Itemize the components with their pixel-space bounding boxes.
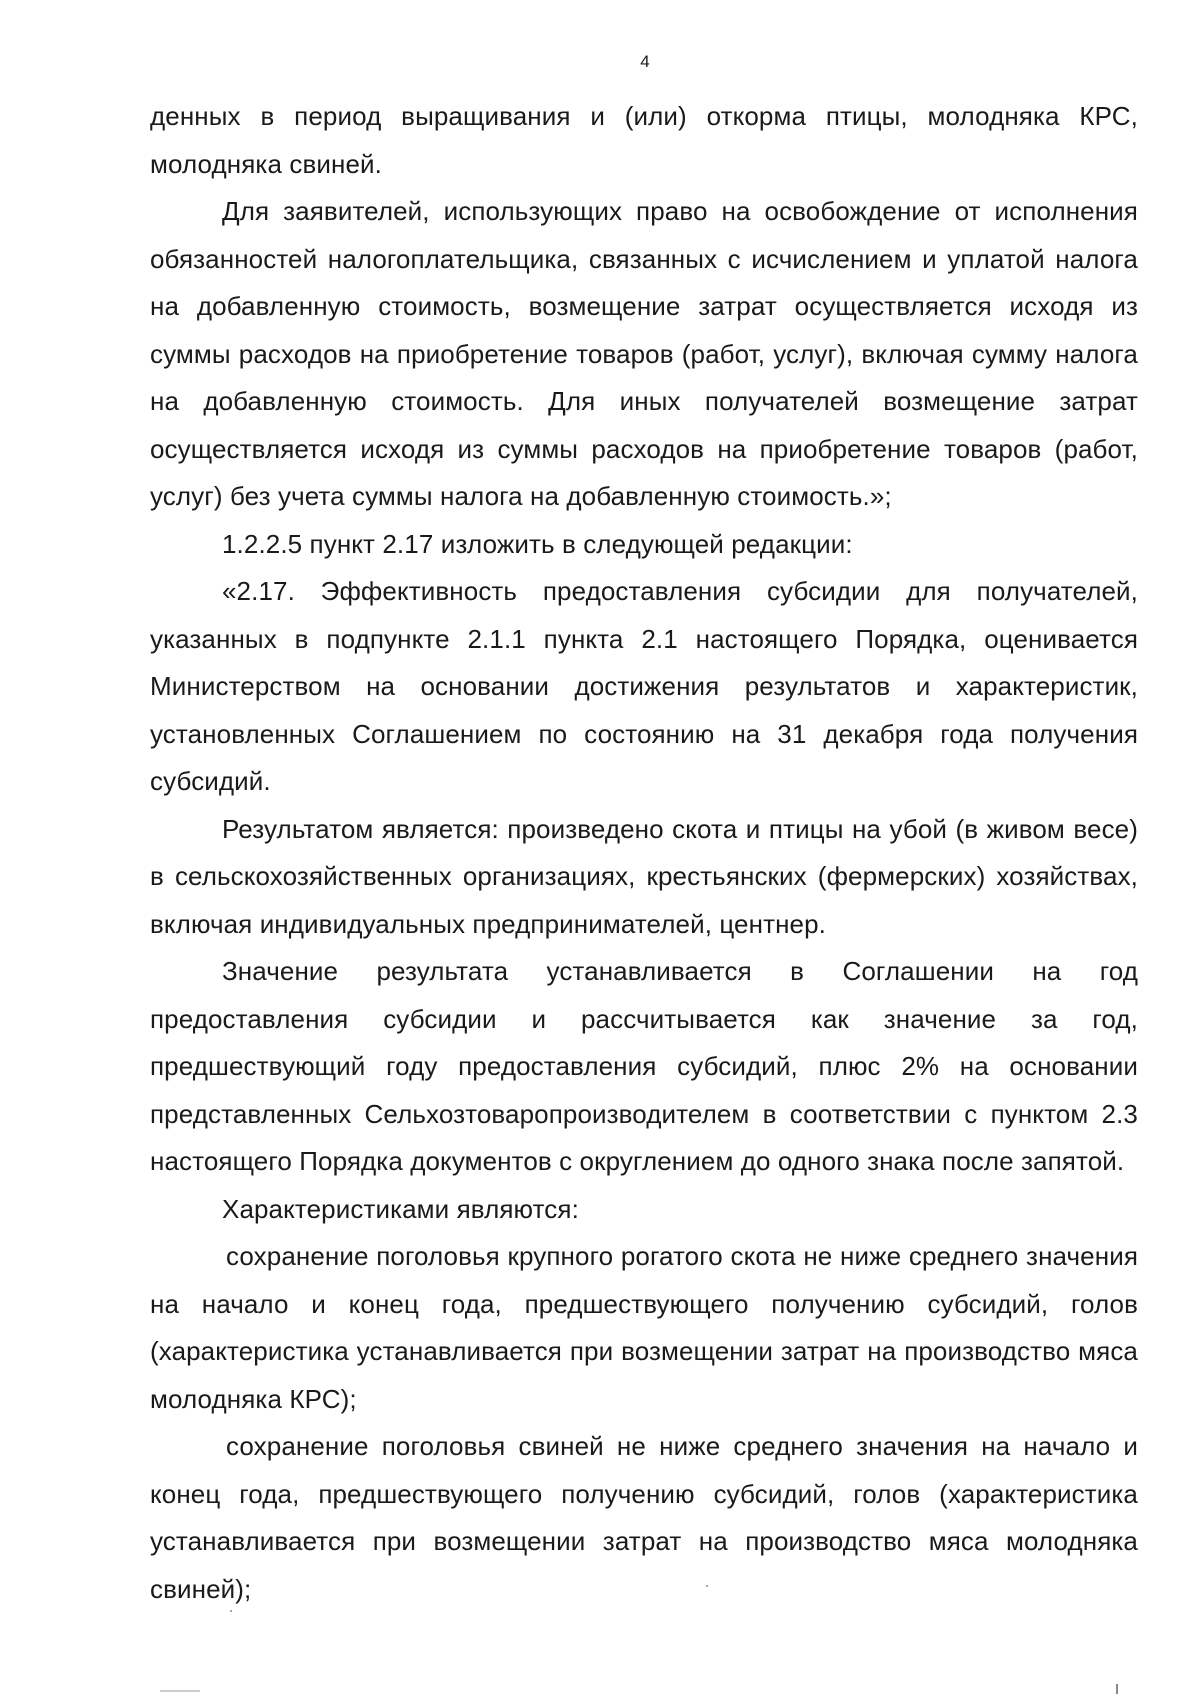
paragraph-result-value: Значение результата устанавливается в Соглашении на год предоставления субсидии и рассчитывается как значение за год, предшествующий году предоставления субсидий, плюс 2% на основании представленных Сельхозтоваропроизводителем в соответствии с пунктом 2.3 настоящего Порядка документов с округлением до одного знака после запятой. [150,956,1138,1176]
scan-speck [1116,1684,1118,1694]
scan-speck [230,1610,232,1612]
paragraph-vat-exemption: Для заявителей, использующих право на освобождение от исполнения обязанностей налогоплательщика, связанных с исчислением и уплатой налога на добавленную стоимость, возмещение затрат осуществляется исходя из суммы расходов на приобретение товаров (работ, услуг), включая сумму налога на добавленную стоимость. Для иных получателей возмещение затрат осуществляется исходя из суммы расходов на приобретение товаров (работ, услуг) без учета суммы налога на добавленную стоимость.»; [150,196,1138,511]
paragraph-cattle-livestock: сохранение поголовья крупного рогатого скота не ниже среднего значения на начало и конец года, предшествующего получению субсидий, голов (характеристика устанавливается при возмещении затрат на производство мяса молодняка КРС); [150,1241,1138,1414]
paragraph-pig-livestock: сохранение поголовья свиней не ниже среднего значения на начало и конец года, предшествующего получению субсидий, голов (характеристика устанавливается при возмещении затрат на производство мяса молодняка свиней); [150,1431,1138,1604]
paragraph-continuation: денных в период выращивания и (или) откорма птицы, молодняка КРС, молодняка свиней. [150,101,1138,179]
paragraph-amendment-2-17: 1.2.2.5 пункт 2.17 изложить в следующей редакции: [222,528,853,559]
paragraph-efficiency: «2.17. Эффективность предоставления субсидии для получателей, указанных в подпункте 2.1.1 пункта 2.1 настоящего Порядка, оценивается Министерством на основании достижения результатов и характеристик, установленных Соглашением по состоянию на 31 декабря года получения субсидий. [150,576,1138,796]
scan-speck [706,1585,708,1587]
document-body [150,93,1138,1613]
scan-speck [160,1690,200,1692]
paragraph-characteristics-heading: Характеристиками являются: [222,1193,579,1224]
page-number: 4 [640,52,650,71]
paragraph-result: Результатом является: произведено скота и птицы на убой (в живом весе) в сельскохозяйственных организациях, крестьянских (фермерских) хозяйствах, включая индивидуальных предпринимателей, центнер. [150,813,1138,939]
